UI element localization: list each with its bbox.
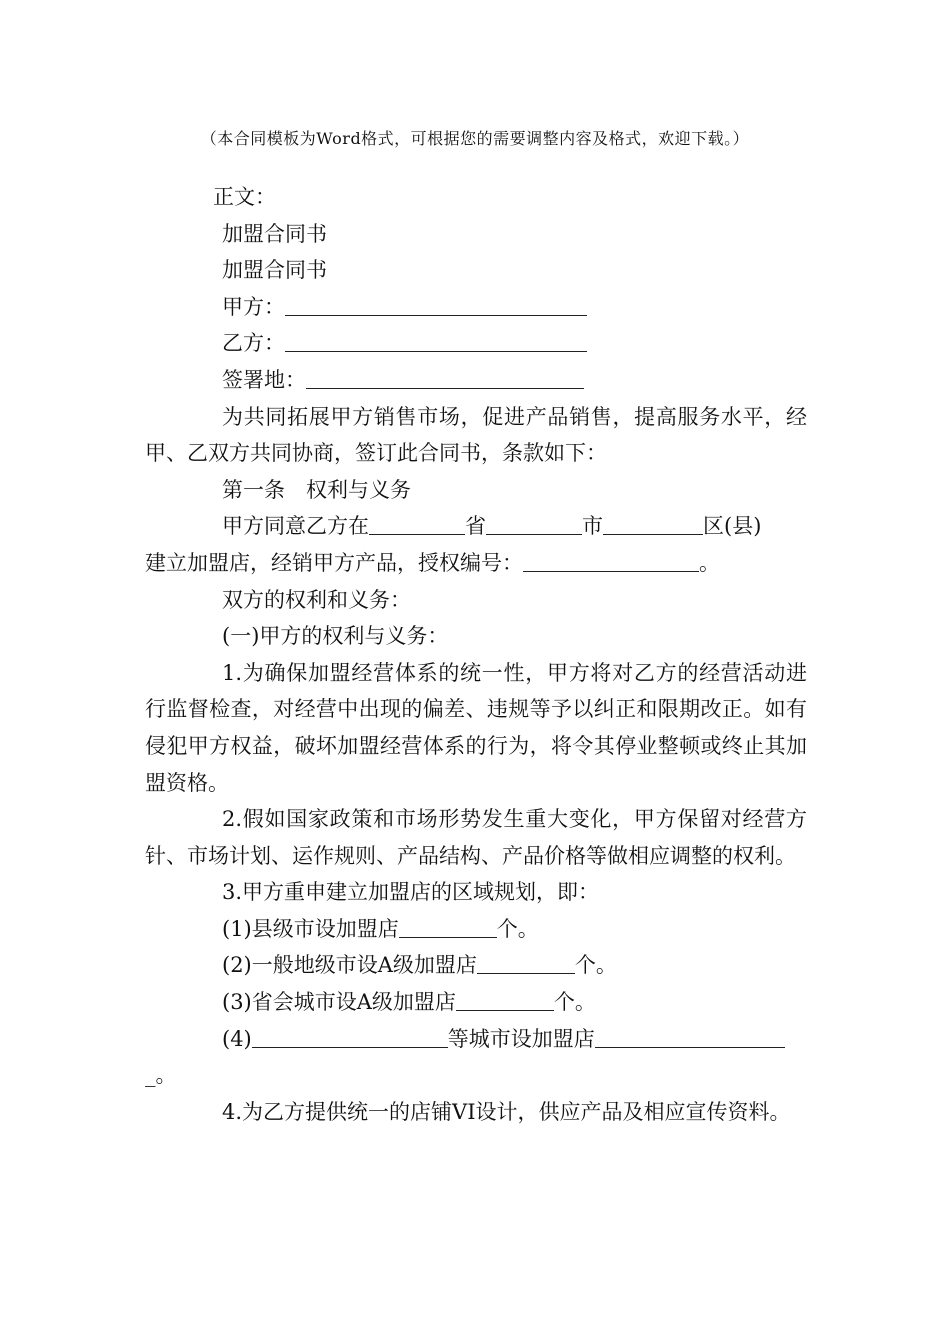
- agree-text-1: 甲方同意乙方在: [222, 514, 369, 539]
- sub-item-4-end: _。: [145, 1063, 177, 1088]
- sub-item-3-suffix: 个。: [553, 990, 596, 1015]
- agree-line: [145, 508, 807, 545]
- sub-item-1-text: (1)县级市设加盟店: [222, 916, 399, 941]
- sub-item-1: [145, 911, 807, 948]
- auth-number-blank[interactable]: [523, 549, 699, 572]
- item-2: 2.假如国家政策和市场形势发生重大变化，甲方保留对经营方针、市场计划、运作规则、产品结构、产品价格等做相应调整的权利。: [145, 807, 807, 868]
- sign-place-label: 签署地：: [222, 367, 306, 392]
- sub-item-1-blank[interactable]: [399, 915, 497, 938]
- item-3: 3.甲方重申建立加盟店的区域规划，即：: [222, 880, 600, 905]
- contract-body: [145, 179, 807, 1130]
- sub-item-2-suffix: 个。: [574, 953, 617, 978]
- city-blank[interactable]: [486, 512, 582, 535]
- item-1: 1.为确保加盟经营体系的统一性，甲方将对乙方的经营活动进行监督检查，对经营中出现的偏差、违规等予以纠正和限期改正。如有侵犯甲方权益，破坏加盟经营体系的行为，将令其停业整顿或终止其加盟资格。: [145, 660, 807, 795]
- sub-item-1-suffix: 个。: [496, 916, 539, 941]
- item-4: 4.为乙方提供统一的店铺VI设计，供应产品及相应宣传资料。: [222, 1099, 791, 1124]
- sub-item-2-blank[interactable]: [477, 951, 575, 974]
- party-a-blank[interactable]: [285, 293, 587, 316]
- sub-item-4: [145, 1021, 807, 1058]
- contract-subtitle: 加盟合同书: [222, 258, 327, 283]
- party-a-line: [145, 289, 807, 326]
- province-blank[interactable]: [369, 512, 465, 535]
- sub-item-4-blank-1[interactable]: [252, 1025, 448, 1048]
- sub-item-2: [145, 947, 807, 984]
- district-blank[interactable]: [603, 512, 703, 535]
- template-note: （本合同模板为Word格式，可根据您的需要调整内容及格式，欢迎下载。）: [200, 129, 750, 148]
- sign-place-blank[interactable]: [306, 366, 584, 389]
- sub-item-4-blank-2[interactable]: [595, 1025, 785, 1048]
- intro-paragraph: 为共同拓展甲方销售市场，促进产品销售，提高服务水平，经甲、乙双方共同协商，签订此合同书，条款如下：: [145, 404, 807, 466]
- article1-title: 第一条 权利与义务: [222, 477, 411, 502]
- party-a-rights-heading: (一)甲方的权利与义务：: [222, 624, 449, 649]
- party-b-label: 乙方：: [222, 331, 285, 356]
- party-b-line: [145, 325, 807, 362]
- sub-item-3-blank[interactable]: [456, 988, 554, 1011]
- agree-text-2: 省: [465, 514, 486, 539]
- body-label: 正文：: [213, 185, 276, 209]
- sub-item-4-text: (4): [222, 1026, 252, 1051]
- sub-item-3-text: (3)省会城市设A级加盟店: [222, 990, 456, 1015]
- sub-item-4-mid: 等城市设加盟店: [447, 1026, 595, 1051]
- agree-text-3: 市: [582, 514, 603, 539]
- rights-heading: 双方的权利和义务：: [222, 587, 411, 612]
- contract-title: 加盟合同书: [222, 221, 327, 246]
- agree-line-2: [145, 545, 807, 582]
- sign-place-line: [145, 362, 807, 399]
- sub-item-3: [145, 984, 807, 1021]
- sub-item-2-text: (2)一般地级市设A级加盟店: [222, 953, 477, 978]
- party-b-blank[interactable]: [285, 329, 587, 352]
- agree-text-6: 。: [699, 550, 720, 575]
- party-a-label: 甲方：: [222, 294, 285, 319]
- agree-text-4: 区(县): [703, 514, 762, 539]
- agree-text-5: 建立加盟店，经销甲方产品，授权编号：: [145, 550, 523, 575]
